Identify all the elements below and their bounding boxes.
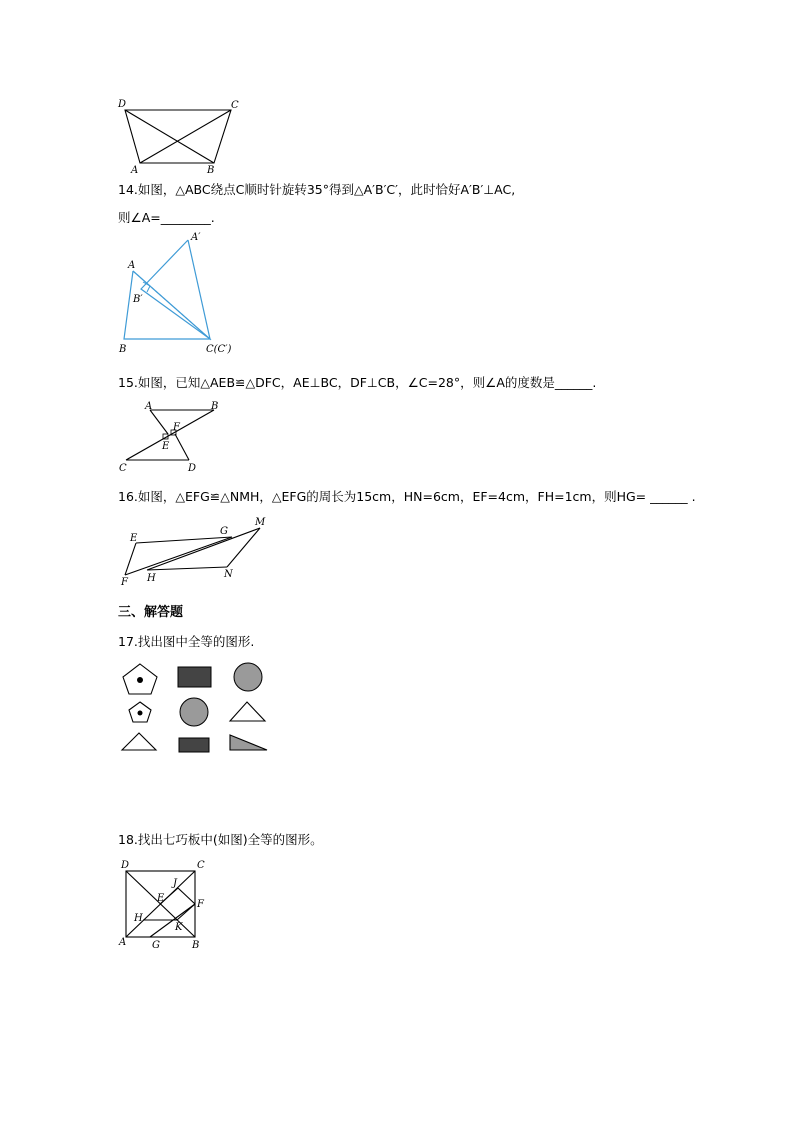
fig13-label-d: D — [118, 99, 127, 110]
question-14-line-2: 则∠A=________. — [118, 210, 215, 225]
fig16-label-n: N — [224, 569, 233, 580]
fig14-label-a-prime: A′ — [191, 232, 201, 243]
fig15-label-d: D — [188, 463, 197, 474]
fig16-label-h: H — [147, 573, 156, 584]
fig15-label-b: B — [211, 401, 219, 412]
fig14-label-a: A — [128, 260, 136, 271]
fig18-label-k: K — [175, 922, 183, 933]
fig15-label-e: E — [162, 441, 170, 452]
fig18-label-g: G — [152, 940, 160, 951]
question-18-line-1: 18.找出七巧板中(如图)全等的图形。 — [118, 832, 323, 847]
question-14-line-1: 14.如图，△ABC绕点C顺时针旋转35°得到△A′B′C′，此时恰好A′B′⊥AC, — [118, 182, 516, 197]
fig14-label-b: B — [119, 344, 127, 355]
fig14-label-c-cprime: C(C′) — [206, 344, 232, 355]
fig18-label-h: H — [134, 913, 143, 924]
question-15-line-1: 15.如图，已知△AEB≌△DFC，AE⊥BC，DF⊥CB，∠C=28°，则∠A的度数是______. — [118, 375, 597, 390]
fig15-label-f: F — [173, 422, 180, 433]
fig18-label-d: D — [121, 860, 130, 871]
fig16-label-e: E — [130, 533, 138, 544]
fig18-label-f: F — [197, 899, 204, 910]
fig18-label-c: C — [197, 860, 205, 871]
question-16-line-1: 16.如图，△EFG≌△NMH，△EFG的周长为15cm，HN=6cm，EF=4cm，FH=1cm，则HG= ______ . — [118, 489, 696, 504]
fig15-label-c: C — [119, 463, 127, 474]
fig16-label-g: G — [220, 526, 228, 537]
fig13-label-c: C — [231, 100, 239, 111]
fig13-label-a: A — [131, 165, 139, 176]
fig14-label-b-prime: B′ — [133, 294, 143, 305]
fig15-label-a: A — [145, 401, 153, 412]
fig18-label-a: A — [119, 937, 127, 948]
fig13-label-b: B — [207, 165, 215, 176]
question-17-line-1: 17.找出图中全等的图形. — [118, 634, 255, 649]
section-3-title: 三、解答题 — [118, 605, 184, 620]
fig18-label-b: B — [192, 940, 200, 951]
fig16-label-m: M — [255, 517, 266, 528]
fig18-label-j: J — [173, 878, 178, 889]
fig18-label-e: E — [157, 893, 165, 904]
fig16-label-f: F — [121, 577, 128, 588]
